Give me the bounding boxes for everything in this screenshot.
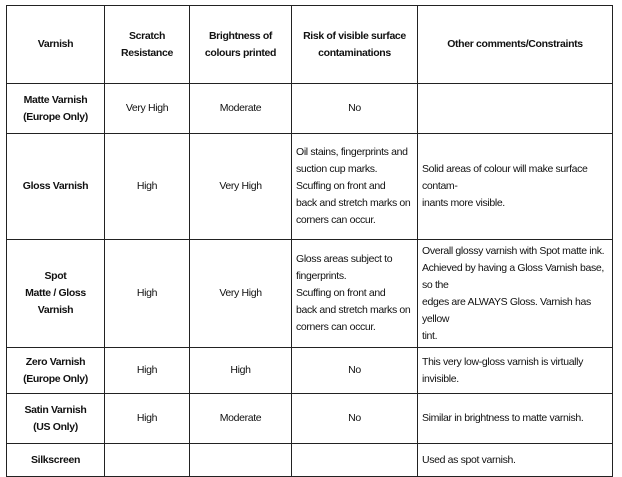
table-row-zero-varnish <box>7 348 613 394</box>
brightness-cell: Very High <box>190 134 292 240</box>
risk-cell: No <box>292 394 418 444</box>
varnish-name-cell: Zero Varnish (Europe Only) <box>7 348 105 394</box>
risk-cell: No <box>292 84 418 134</box>
header-risk: Risk of visible surface contaminations <box>292 6 418 84</box>
brightness-cell: Moderate <box>190 394 292 444</box>
brightness-cell: Moderate <box>190 84 292 134</box>
table-row-gloss-varnish <box>7 134 613 240</box>
scratch-cell: High <box>105 394 190 444</box>
comments-cell: This very low-gloss varnish is virtually invisible. <box>418 348 613 394</box>
table-row-matte-varnish <box>7 84 613 134</box>
comments-cell: Overall glossy varnish with Spot matte ink. Achieved by having a Gloss Varnish base, so the edges are ALWAYS Gloss. Varnish has yellow tint. <box>418 240 613 348</box>
table-row-satin-varnish <box>7 394 613 444</box>
table-row-spot-matte-gloss-varnish <box>7 240 613 348</box>
brightness-cell: Very High <box>190 240 292 348</box>
varnish-name-cell: Gloss Varnish <box>7 134 105 240</box>
comments-cell: Solid areas of colour will make surface contam- inants more visible. <box>418 134 613 240</box>
header-row <box>7 6 613 84</box>
risk-cell: No <box>292 348 418 394</box>
comments-cell <box>418 84 613 134</box>
varnish-comparison-table <box>6 5 613 477</box>
header-brightness: Brightness of colours printed <box>190 6 292 84</box>
varnish-name-cell: Silkscreen <box>7 444 105 477</box>
header-varnish: Varnish <box>7 6 105 84</box>
scratch-cell: High <box>105 348 190 394</box>
risk-cell: Gloss areas subject to fingerprints. Scuffing on front and back and stretch marks on corners can occur. <box>292 240 418 348</box>
risk-cell: Oil stains, fingerprints and suction cup marks. Scuffing on front and back and stretch marks on corners can occur. <box>292 134 418 240</box>
scratch-cell: High <box>105 240 190 348</box>
varnish-name-cell: Satin Varnish (US Only) <box>7 394 105 444</box>
varnish-name-cell: Spot Matte / Gloss Varnish <box>7 240 105 348</box>
varnish-comparison-table-wrapper <box>6 5 613 477</box>
varnish-name-cell: Matte Varnish (Europe Only) <box>7 84 105 134</box>
header-comments: Other comments/Constraints <box>418 6 613 84</box>
scratch-cell: High <box>105 134 190 240</box>
scratch-cell: Very High <box>105 84 190 134</box>
comments-cell: Used as spot varnish. <box>418 444 613 477</box>
header-scratch-resistance: Scratch Resistance <box>105 6 190 84</box>
comments-cell: Similar in brightness to matte varnish. <box>418 394 613 444</box>
brightness-cell: High <box>190 348 292 394</box>
